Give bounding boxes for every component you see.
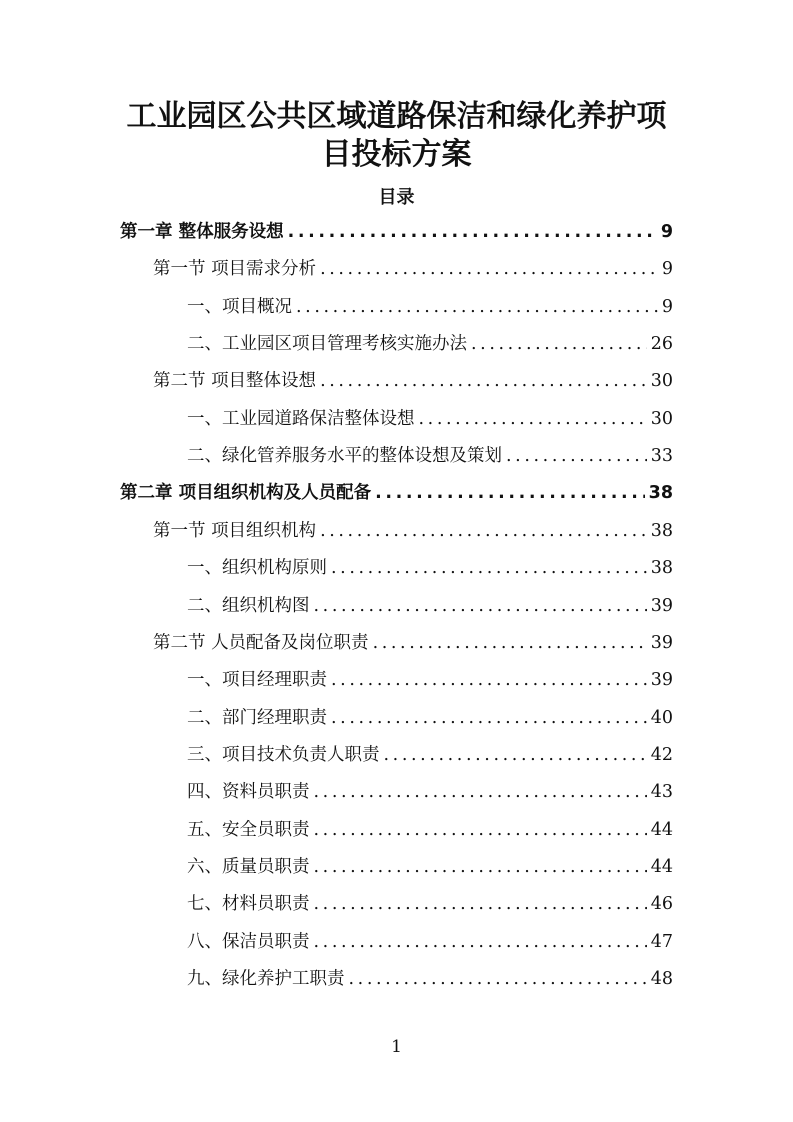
toc-dot-leader bbox=[375, 479, 645, 507]
toc-entry-page: 44 bbox=[650, 819, 673, 840]
toc-dot-leader bbox=[384, 741, 647, 769]
toc-entry-label: 三、项目技术负责人职责 bbox=[187, 744, 380, 765]
toc-entry-page: 38 bbox=[648, 483, 673, 504]
toc-entry[interactable] bbox=[187, 928, 673, 956]
toc-entry-page: 39 bbox=[650, 670, 673, 691]
toc-dot-leader bbox=[314, 928, 647, 956]
toc-entry-label: 二、绿化管养服务水平的整体设想及策划 bbox=[187, 446, 502, 467]
toc-entry[interactable] bbox=[153, 367, 673, 395]
toc-dot-leader bbox=[314, 816, 647, 844]
toc-entry[interactable] bbox=[153, 517, 673, 545]
toc-entry-label: 第一节 项目组织机构 bbox=[153, 520, 317, 541]
toc-entry[interactable] bbox=[120, 479, 673, 507]
toc-dot-leader bbox=[320, 255, 658, 283]
toc-entry-page: 47 bbox=[650, 931, 673, 952]
toc-entry-page: 39 bbox=[650, 595, 673, 616]
toc-entry-label: 第一节 项目需求分析 bbox=[153, 259, 317, 280]
toc-entry-page: 33 bbox=[650, 446, 673, 467]
toc-dot-leader bbox=[331, 666, 647, 694]
toc-entry-label: 一、项目经理职责 bbox=[187, 670, 327, 691]
toc-entry-page: 40 bbox=[650, 707, 673, 728]
toc-entry-label: 一、组织机构原则 bbox=[187, 558, 327, 579]
toc-entry-page: 30 bbox=[650, 408, 673, 429]
document-title bbox=[0, 98, 793, 174]
toc-entry[interactable] bbox=[187, 666, 673, 694]
toc-entry-label: 一、工业园道路保洁整体设想 bbox=[187, 408, 415, 429]
toc-heading: 目录 bbox=[378, 187, 415, 208]
toc-dot-leader bbox=[320, 517, 647, 545]
toc-entry[interactable] bbox=[187, 704, 673, 732]
toc-dot-leader bbox=[331, 554, 647, 582]
toc-dot-leader bbox=[288, 218, 657, 246]
toc-dot-leader bbox=[471, 330, 647, 358]
toc-entry-label: 七、材料员职责 bbox=[187, 894, 310, 915]
toc-entry[interactable] bbox=[187, 405, 673, 433]
toc-entry-page: 9 bbox=[660, 222, 673, 242]
toc-entry[interactable] bbox=[187, 554, 673, 582]
toc-entry-label: 二、工业园区项目管理考核实施办法 bbox=[187, 334, 467, 355]
toc-entry-label: 第二节 项目整体设想 bbox=[153, 371, 317, 392]
toc-entry[interactable] bbox=[187, 293, 673, 321]
toc-entry-page: 38 bbox=[650, 558, 673, 579]
toc-entry-label: 六、质量员职责 bbox=[187, 856, 310, 877]
toc-entry-page: 43 bbox=[650, 782, 673, 803]
toc-entry-page: 46 bbox=[650, 894, 673, 915]
toc-entry-label: 二、部门经理职责 bbox=[187, 707, 327, 728]
toc-entry-label: 一、项目概况 bbox=[187, 296, 292, 317]
toc-entry[interactable] bbox=[187, 741, 673, 769]
toc-entry[interactable] bbox=[187, 778, 673, 806]
toc-entry[interactable] bbox=[187, 890, 673, 918]
toc-entry-page: 30 bbox=[650, 371, 673, 392]
toc-entry-label: 五、安全员职责 bbox=[187, 819, 310, 840]
toc-dot-leader bbox=[349, 965, 647, 993]
toc-entry[interactable] bbox=[187, 965, 673, 993]
toc-entry-label: 二、组织机构图 bbox=[187, 595, 310, 616]
toc-entry-page: 9 bbox=[661, 259, 673, 280]
toc-entry[interactable] bbox=[153, 629, 673, 657]
toc-entry-page: 39 bbox=[650, 632, 673, 653]
toc-dot-leader bbox=[419, 405, 647, 433]
toc-entry-label: 九、绿化养护工职责 bbox=[187, 969, 345, 989]
toc-entry[interactable] bbox=[187, 592, 673, 620]
title-line-2: 目投标方案 bbox=[321, 137, 472, 172]
toc-dot-leader bbox=[314, 592, 647, 620]
toc-dot-leader bbox=[373, 629, 647, 657]
toc-entry-page: 48 bbox=[650, 969, 673, 989]
toc-entry-page: 44 bbox=[650, 856, 673, 877]
toc-entry[interactable] bbox=[187, 442, 673, 470]
toc-entry-label: 第二章 项目组织机构及人员配备 bbox=[120, 483, 372, 504]
toc-entry-label: 四、资料员职责 bbox=[187, 782, 310, 803]
toc-dot-leader bbox=[506, 442, 647, 470]
toc-entry[interactable] bbox=[153, 255, 673, 283]
toc-entry-label: 第一章 整体服务设想 bbox=[120, 222, 284, 242]
toc-dot-leader bbox=[331, 704, 647, 732]
toc-entry[interactable] bbox=[187, 853, 673, 881]
toc-entry-page: 9 bbox=[661, 296, 673, 317]
toc-dot-leader bbox=[314, 853, 647, 881]
toc-dot-leader bbox=[314, 778, 647, 806]
toc-dot-leader bbox=[320, 367, 647, 395]
toc-dot-leader bbox=[314, 890, 647, 918]
toc-entry-page: 26 bbox=[650, 334, 673, 355]
toc-entry-label: 八、保洁员职责 bbox=[187, 931, 310, 952]
page-number: 1 bbox=[391, 1037, 402, 1057]
toc-dot-leader bbox=[296, 293, 658, 321]
toc-entry-page: 38 bbox=[650, 520, 673, 541]
toc-entry[interactable] bbox=[187, 816, 673, 844]
toc-entry[interactable] bbox=[187, 330, 673, 358]
toc-entry-page: 42 bbox=[650, 744, 673, 765]
toc-entry-label: 第二节 人员配备及岗位职责 bbox=[153, 632, 369, 653]
toc-entry[interactable] bbox=[120, 218, 673, 246]
title-line-1: 工业园区公共区域道路保洁和绿化养护项 bbox=[126, 99, 667, 134]
